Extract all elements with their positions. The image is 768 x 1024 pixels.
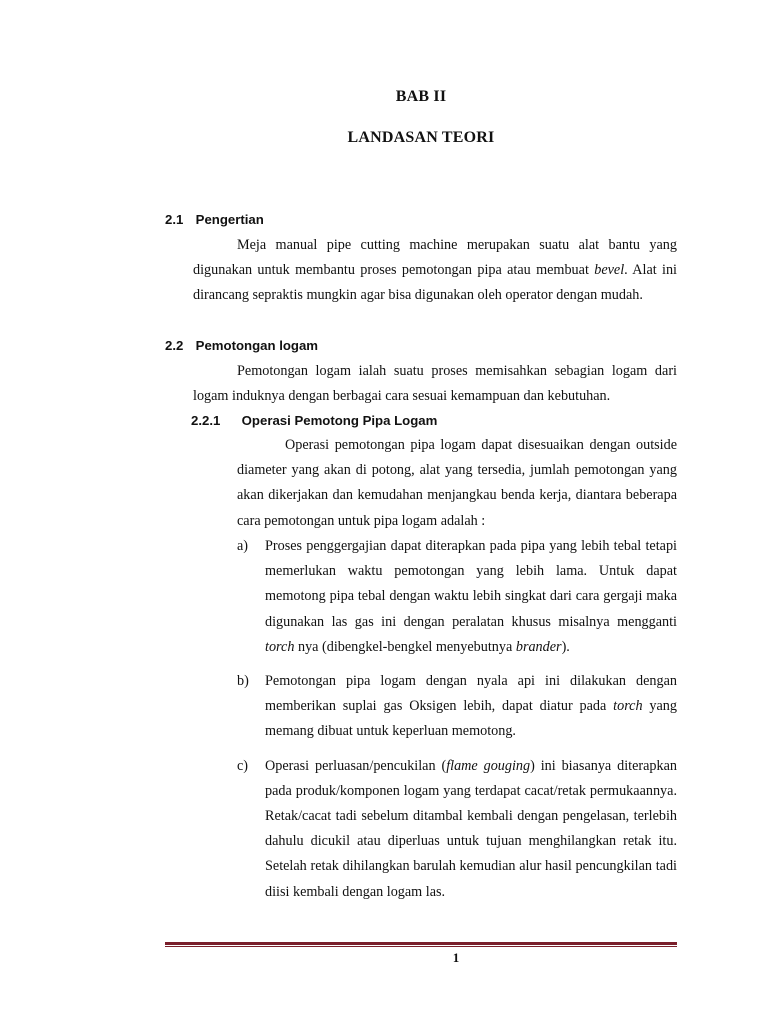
list-text: Pemotongan pipa logam dengan nyala api ini dilakukan dengan memberikan suplai gas Oksigen lebih, dapat diatur pada: [265, 673, 677, 715]
footer-rule-thin: [165, 946, 677, 947]
list-item: [237, 754, 677, 905]
subsection-paragraph: Operasi pemotongan pipa logam dapat disesuaikan dengan outside diameter yang akan di potong, alat yang tersedia, jumlah pemotongan yang akan dikerjakan dan kemudahan menjangkau benda kerja, diantara beberapa cara pemotongan untuk pipa logam adalah :: [237, 437, 677, 529]
footer-divider: [165, 942, 677, 947]
section-paragraph-2-1: [193, 233, 677, 309]
cutting-methods-list: [237, 534, 677, 905]
italic-term: torch: [613, 698, 643, 715]
list-text: Operasi perluasan/pencukilan (: [265, 757, 447, 774]
chapter-title: LANDASAN TEORI: [347, 129, 495, 146]
paragraph-text: Meja manual pipe cutting machine merupakan suatu alat bantu yang digunakan untuk membantu proses pemotongan pipa atau membuat: [193, 237, 677, 279]
subsection-heading-2-2-1: [191, 413, 437, 428]
page-number: 1: [452, 950, 460, 965]
section-number: 2.2: [165, 338, 184, 353]
paragraph-text: . Alat ini dirancang sepraktis mungkin agar bisa digunakan oleh operator dengan mudah.: [193, 262, 677, 304]
section-heading-2-2: [165, 338, 318, 353]
list-text: ).: [561, 638, 570, 655]
section-paragraph-2-2: Pemotongan logam ialah suatu proses memisahkan sebagian logam dari logam induknya dengan berbagai cara sesuai kemampuan dan kebutuhan.: [193, 363, 677, 405]
list-text: nya (dibengkel-bengkel menyebutnya: [294, 638, 516, 655]
list-item: [237, 669, 677, 745]
section-number: 2.1: [165, 212, 184, 227]
list-text: yang memang dibuat untuk keperluan memotong.: [265, 698, 677, 740]
section-title: Pemotongan logam: [195, 338, 319, 353]
list-marker: c): [237, 757, 249, 774]
italic-term: flame gouging: [446, 757, 531, 774]
italic-term: brander: [515, 638, 562, 655]
section-heading-2-1: [165, 212, 264, 227]
italic-term: bevel: [594, 262, 625, 279]
chapter-label: BAB II: [395, 88, 447, 105]
list-item: [237, 534, 677, 660]
list-text: ) ini biasanya diterapkan pada produk/komponen logam yang terdapat cacat/retak permukaannya. Retak/cacat tadi sebelum ditambal kembali dengan pengelasan, terlebih dahulu dicukil atau diperluas untuk tujuan menghilangkan retak itu. Setelah retak dihilangkan barulah kemudian alur hasil pencungkilan tadi diisi kembali dengan logam las.: [265, 757, 677, 900]
section-title: Pengertian: [195, 212, 264, 227]
subsection-number: 2.2.1: [191, 413, 221, 428]
list-marker: a): [237, 538, 249, 554]
list-marker: b): [237, 673, 249, 690]
subsection-title: Operasi Pemotong Pipa Logam: [241, 413, 438, 428]
list-text: Proses penggergajian dapat diterapkan pada pipa yang lebih tebal tetapi memerlukan waktu pemotongan yang lebih lama. Untuk dapat memotong pipa tebal dengan waktu lebih singkat dari cara gergaji maka digunakan las gas ini dengan peralatan khusus misalnya mengganti: [265, 538, 677, 630]
italic-term: torch: [265, 638, 295, 655]
